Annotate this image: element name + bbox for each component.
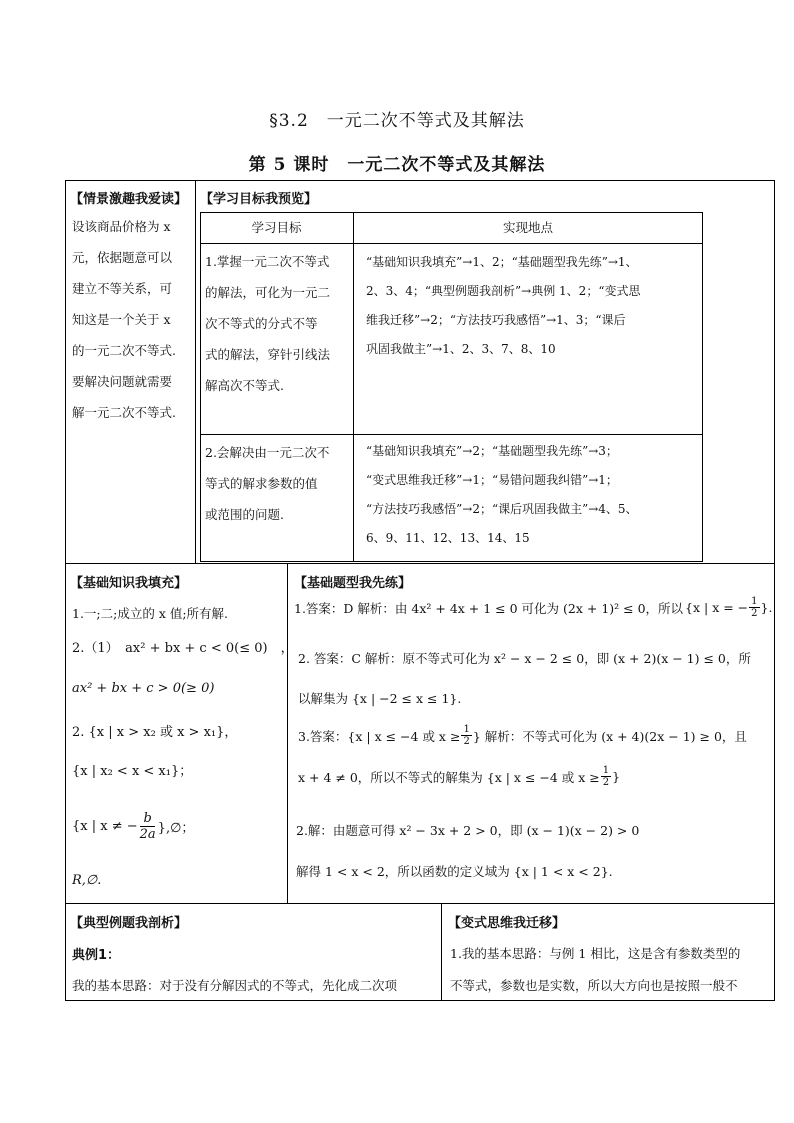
- goals-col-divider: [353, 212, 354, 562]
- basics-line-7: R,∅.: [72, 873, 102, 888]
- divider-basics: [287, 563, 288, 904]
- fraction-numerator: 1: [751, 596, 758, 607]
- basics-line-6: [72, 811, 194, 842]
- goals-col-where-header: 实现地点: [502, 220, 553, 235]
- where-cell-1: [366, 248, 702, 364]
- intro-line: 建立不等关系，可: [72, 281, 173, 296]
- goal-line: 次不等式的分式不等: [205, 316, 318, 331]
- basics-line-4: 2. {x | x > x₂ 或 x > x₁}，: [72, 725, 238, 740]
- practice-item-3b: [298, 765, 620, 788]
- intro-line: 要解决问题就需要: [72, 374, 173, 389]
- fraction-numerator: 1: [602, 765, 610, 776]
- examples-header: 【典型例题我剖析】: [70, 916, 188, 931]
- intro-line: 的一元二次不等式.: [72, 343, 176, 358]
- basics-line-5: {x | x₂ < x < x₁}；: [72, 764, 193, 779]
- practice-1-fraction: [749, 596, 759, 619]
- example-label: 典例1：: [72, 948, 121, 963]
- divider-row1: [65, 563, 775, 564]
- practice-1-set: {x | x = −: [685, 600, 749, 615]
- goal-line: 或范围的问题.: [205, 507, 284, 522]
- basics-line-2: 2.（1） ax² + bx + c < 0(≤ 0) ，: [72, 641, 294, 656]
- where-line: “基础知识我填充”→2；“基础题型我先练”→3；: [366, 444, 618, 458]
- divider-examples: [441, 903, 442, 1001]
- practice-3b-fraction: [601, 765, 611, 788]
- goal-line: 式的解法，穿针引线法: [205, 347, 331, 362]
- practice-item-4b: 解得 1 < x < 2，所以函数的定义域为 {x | 1 < x < 2}.: [296, 864, 613, 879]
- where-line: 6、9、11、12、13、14、15: [366, 531, 530, 545]
- practice-1-end: }.: [760, 600, 773, 615]
- practice-3-analysis: } 解析：不等式可化为 (x + 4)(2x − 1) ≥ 0，且: [472, 728, 747, 744]
- intro-line: 设该商品价格为 x: [72, 219, 171, 234]
- practice-item-4a: 2.解：由题意可得 x² − 3x + 2 > 0，即 (x − 1)(x − 2) > 0: [296, 823, 640, 838]
- goal-line: 解高次不等式.: [205, 378, 284, 393]
- fraction-numerator: b: [140, 811, 154, 827]
- fraction-denominator: 2: [463, 736, 470, 747]
- practice-3-fraction: [461, 724, 471, 747]
- example-text: 我的基本思路：对于没有分解因式的不等式，先化成二次项: [72, 978, 398, 993]
- page-title: §3.2 一元二次不等式及其解法: [269, 111, 525, 131]
- lesson-subtitle: 第 5 课时 一元二次不等式及其解法: [248, 155, 546, 175]
- practice-3-answer: 3.答案：{x | x ≤ −4 或 x ≥: [298, 728, 461, 744]
- divider-intro: [195, 180, 196, 564]
- practice-item-2b: 以解集为 {x | −2 ≤ x ≤ 1}.: [298, 691, 462, 706]
- basics-fraction: [140, 811, 156, 842]
- practice-3-solution: x + 4 ≠ 0，所以不等式的解集为 {x | x ≤ −4 或 x ≥: [298, 769, 600, 785]
- where-line: “变式思维我迁移”→1；“易错问题我纠错”→1；: [366, 473, 618, 487]
- fraction-numerator: 1: [463, 724, 470, 735]
- goal-cell-1: [205, 246, 351, 401]
- divider-row2: [65, 903, 775, 904]
- where-line: 维我迁移”→2；“方法技巧我感悟”→1、3；“课后: [366, 313, 626, 327]
- fraction-denominator: 2a: [139, 827, 156, 842]
- basics-set-open: {x | x ≠ −: [72, 819, 138, 834]
- goal-line: 1.掌握一元二次不等式: [205, 254, 330, 269]
- goals-header-divider: [200, 243, 703, 244]
- where-line: “基础知识我填充”→1、2；“基础题型我先练”→1、: [366, 255, 638, 269]
- goals-col-goal-header: 学习目标: [251, 220, 302, 235]
- variant-line-1: 1.我的基本思路：与例 1 相比，这是含有参数类型的: [450, 946, 741, 961]
- practice-1-text: 1.答案：D 解析：由 4x² + 4x + 1 ≤ 0 可化为 (2x + 1)² ≤ 0，所以: [294, 600, 684, 616]
- practice-header: 【基础题型我先练】: [294, 576, 412, 591]
- practice-3b-end: }: [612, 769, 621, 784]
- goals-header: 【学习目标我预览】: [200, 192, 318, 207]
- practice-item-1: [294, 596, 772, 619]
- intro-text: [72, 211, 192, 428]
- variant-header: 【变式思维我迁移】: [448, 916, 566, 931]
- fraction-denominator: 2: [602, 777, 610, 788]
- intro-header: 【情景激趣我爱读】: [70, 192, 188, 207]
- intro-line: 知这是一个关于 x: [72, 312, 171, 327]
- goal-line: 等式的解求参数的值: [205, 476, 318, 491]
- practice-item-3a: [298, 724, 747, 747]
- goal-line: 2.会解决由一元二次不: [205, 445, 330, 460]
- basics-line-1: 1.一;二;成立的 x 值;所有解.: [72, 606, 229, 621]
- where-line: 2、3、4；“典型例题我剖析”→典例 1、2；“变式思: [366, 284, 641, 298]
- intro-line: 解一元二次不等式.: [72, 405, 176, 420]
- intro-line: 元，依据题意可以: [72, 250, 173, 265]
- practice-item-2a: 2. 答案：C 解析：原不等式可化为 x² − x − 2 ≤ 0，即 (x + 2)(x − 1) ≤ 0，所: [298, 651, 751, 666]
- variant-line-2: 不等式，参数也是实数，所以大方向也是按照一般不: [450, 978, 738, 993]
- basics-line-3: ax² + bx + c > 0(≥ 0): [72, 681, 215, 696]
- basics-set-close: },∅；: [157, 821, 195, 836]
- basics-header: 【基础知识我填充】: [70, 576, 188, 591]
- where-line: “方法技巧我感悟”→2；“课后巩固我做主”→4、5、: [366, 502, 638, 516]
- goal-line: 的解法，可化为一元二: [205, 285, 331, 300]
- fraction-denominator: 2: [751, 608, 758, 619]
- where-cell-2: [366, 437, 702, 553]
- goal-cell-2: [205, 437, 351, 530]
- goals-row-divider: [200, 434, 703, 435]
- where-line: 巩固我做主”→1、2、3、7、8、10: [366, 342, 556, 356]
